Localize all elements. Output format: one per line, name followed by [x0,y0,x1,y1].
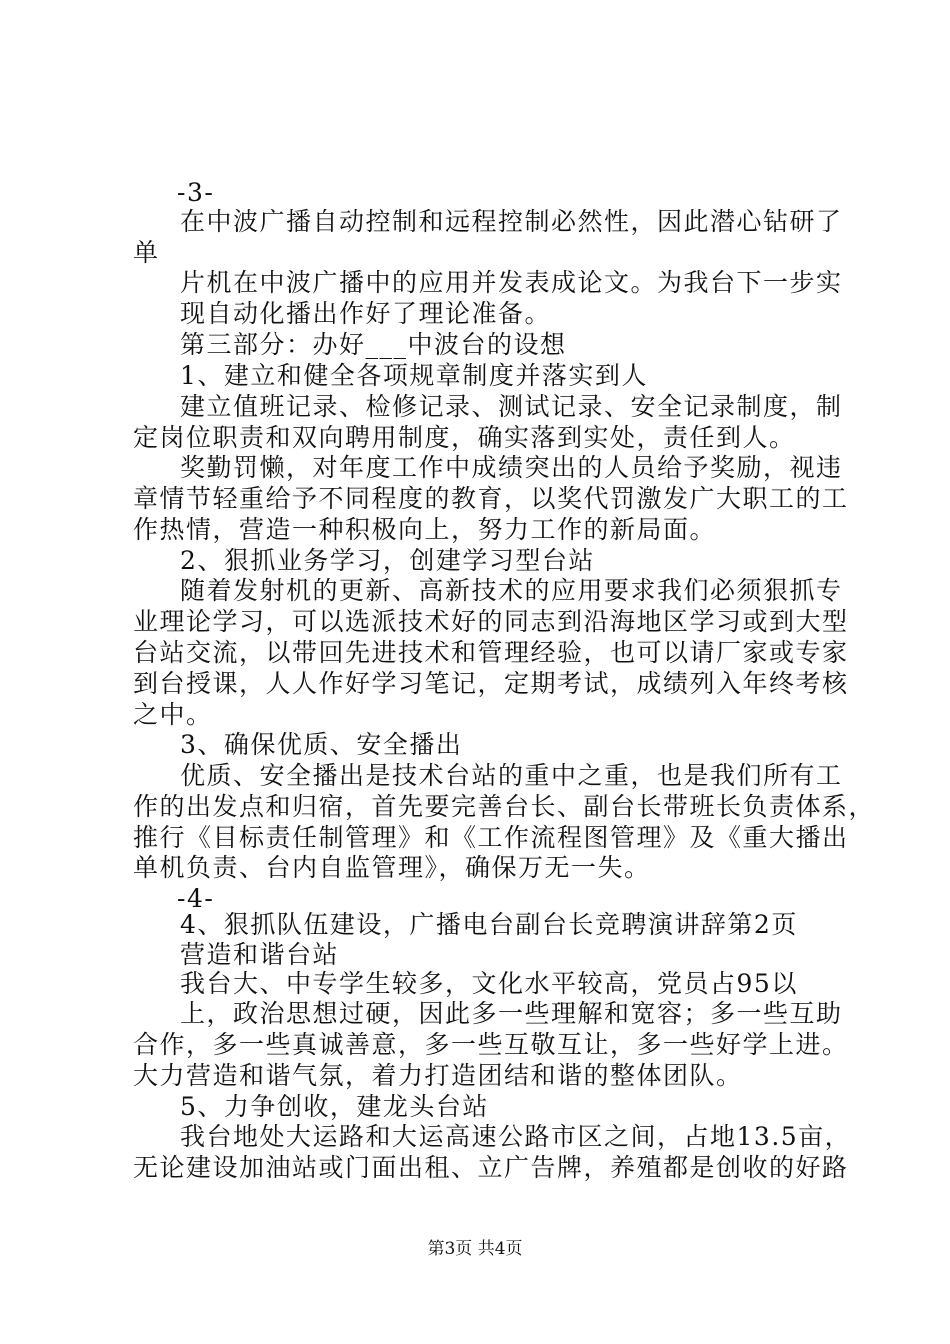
body-line: 建立值班记录、检修记录、测试记录、安全记录制度，制 [180,392,843,421]
body-line: 台站交流，以带回先进技术和管理经验，也可以请厂家或专家 [133,638,849,667]
page-footer: 第3页 共4页 [427,1239,523,1259]
body-line: 单机负责、台内自监管理》，确保万无一失。 [133,853,651,882]
subsection-heading: 3、确保优质、安全播出 [180,730,463,759]
body-line: 作的出发点和归宿，首先要完善台长、副台长带班长负责体系， [133,792,876,821]
body-line: 奖勤罚懒，对年度工作中成绩突出的人员给予奖励，视违 [180,453,843,482]
body-line: 随着发射机的更新、高新技术的应用要求我们必须狠抓专 [180,576,843,605]
subsection-heading: 5、力争创收，建龙头台站 [180,1092,489,1121]
section-heading: 第三部分：办好___中波台的设想 [180,330,567,359]
body-line: 上，政治思想过硬，因此多一些理解和宽容；多一些互助 [180,999,843,1028]
body-line: 大力营造和谐气氛，着力打造团结和谐的整体团队。 [133,1061,743,1090]
body-line: 单 [133,238,160,267]
body-line: 我台地处大运路和大运高速公路市区之间，占地13.5亩， [180,1122,852,1151]
body-line: 片机在中波广播中的应用并发表成论文。为我台下一步实 [180,268,843,297]
subsection-heading: 1、建立和健全各项规章制度并落实到人 [180,361,648,390]
body-line: 我台大、中专学生较多，文化水平较高，党员占95以 [180,969,798,998]
body-line: 优质、安全播出是技术台站的重中之重，也是我们所有工 [180,761,843,790]
body-line: 合作，多一些真诚善意，多一些互敬互让，多一些好学上进。 [133,1030,849,1059]
body-line: 推行《目标责任制管理》和《工作流程图管理》及《重大播出 [133,823,849,852]
body-line: 定岗位职责和双向聘用制度，确实落到实处，责任到人。 [133,423,796,452]
body-line: 到台授课，人人作好学习笔记，定期考试，成绩列入年终考核 [133,669,849,698]
body-line: 业理论学习，可以选派技术好的同志到沿海地区学习或到大型 [133,607,849,636]
body-line: 作热情，营造一种积极向上，努力工作的新局面。 [133,515,717,544]
body-line: 在中波广播自动控制和远程控制必然性，因此潜心钻研了 [180,207,843,236]
body-line: 现自动化播出作好了理论准备。 [180,299,552,328]
body-line: 无论建设加油站或门面出租、立广告牌，养殖都是创收的好路 [133,1153,849,1182]
page-marker: -4- [177,884,215,913]
subsection-heading: 2、狠抓业务学习，创建学习型台站 [180,546,595,575]
body-line: 营造和谐台站 [180,940,340,969]
body-line: 章情节轻重给予不同程度的教育，以奖代罚激发广大职工的工 [133,484,849,513]
body-line: 之中。 [133,700,213,729]
subsection-heading: 4、狠抓队伍建设，广播电台副台长竞聘演讲辞第2页 [180,910,798,939]
page-marker: -3- [177,178,215,207]
